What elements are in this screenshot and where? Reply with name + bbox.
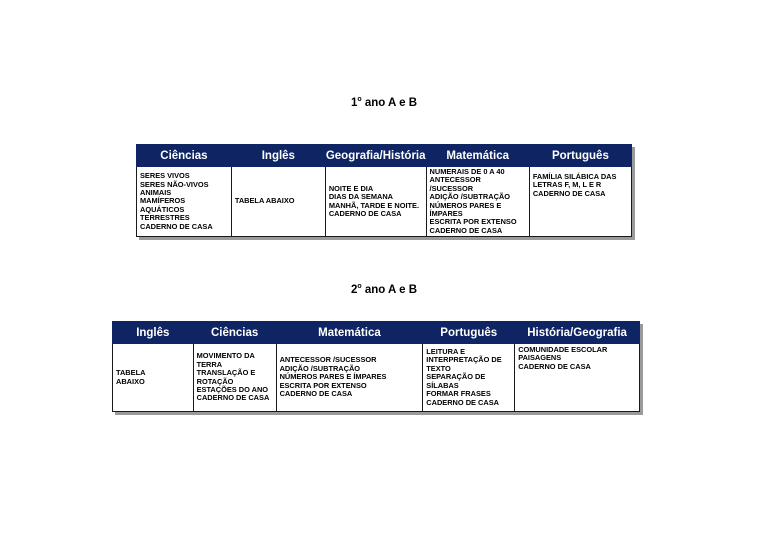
schedule-table-2: [112, 321, 640, 412]
table2-cell-ingles: TABELA ABAIXO: [113, 344, 194, 412]
table1-header-row: [137, 145, 632, 167]
table2-cell-ciencias: MOVIMENTO DA TERRA TRANSLAÇÃO E ROTAÇÃO ESTAÇÕES DO ANO CADERNO DE CASA: [193, 344, 276, 412]
table2-cell-historia-geografia: COMUNIDADE ESCOLAR PAISAGENS CADERNO DE CASA: [515, 344, 640, 412]
schedule-table-1: [136, 144, 632, 237]
table2-cell-portugues: LEITURA E INTERPRETAÇÃO DE TEXTO SEPARAÇÃO DE SÍLABAS FORMAR FRASES CADERNO DE CASA: [423, 344, 515, 412]
table1-content-row: [137, 167, 632, 237]
table1-cell-geografia-historia: NOITE E DIA DIAS DA SEMANA MANHÃ, TARDE E NOITE. CADERNO DE CASA: [325, 167, 426, 237]
table1-header-ciencias: Ciências: [137, 145, 232, 167]
table1-cell-portugues: FAMÍLIA SILÁBICA DAS LETRAS F, M, L E R CADERNO DE CASA: [529, 167, 631, 237]
table1-title: 1$^o$ ano A e B: [350, 96, 418, 109]
table1-header-portugues: Português: [529, 145, 631, 167]
table2-header-matematica: Matemática: [276, 322, 423, 344]
table2-header-ingles: Inglês: [113, 322, 194, 344]
table2-header-row: [113, 322, 640, 344]
table1-cell-matematica: NUMERAIS DE 0 A 40 ANTECESSOR /SUCESSOR ADIÇÃO /SUBTRAÇÃO NÚMEROS PARES E ÍMPARES ESCRITA POR EXTENSO CADERNO DE CASA: [426, 167, 529, 237]
table2-header-ciencias: Ciências: [193, 322, 276, 344]
table2-header-historia-geografia: História/Geografia: [515, 322, 640, 344]
table2-header-portugues: Português: [423, 322, 515, 344]
table1-cell-ingles: TABELA ABAIXO: [231, 167, 325, 237]
table2-cell-matematica: ANTECESSOR /SUCESSOR ADIÇÃO /SUBTRAÇÃO NÚMEROS PARES E ÍMPARES ESCRITA POR EXTENSO CADERNO DE CASA: [276, 344, 423, 412]
table1-cell-ciencias: SERES VIVOS SERES NÃO-VIVOS ANIMAIS MAMÍFEROS AQUÁTICOS TERRESTRES CADERNO DE CASA: [137, 167, 232, 237]
table2-content-row: [113, 344, 640, 412]
table2-title: 2$^o$ ano A e B: [350, 283, 418, 296]
table1-header-matematica: Matemática: [426, 145, 529, 167]
table1-header-geografia-historia: Geografia/História: [325, 145, 426, 167]
table1-header-ingles: Inglês: [231, 145, 325, 167]
